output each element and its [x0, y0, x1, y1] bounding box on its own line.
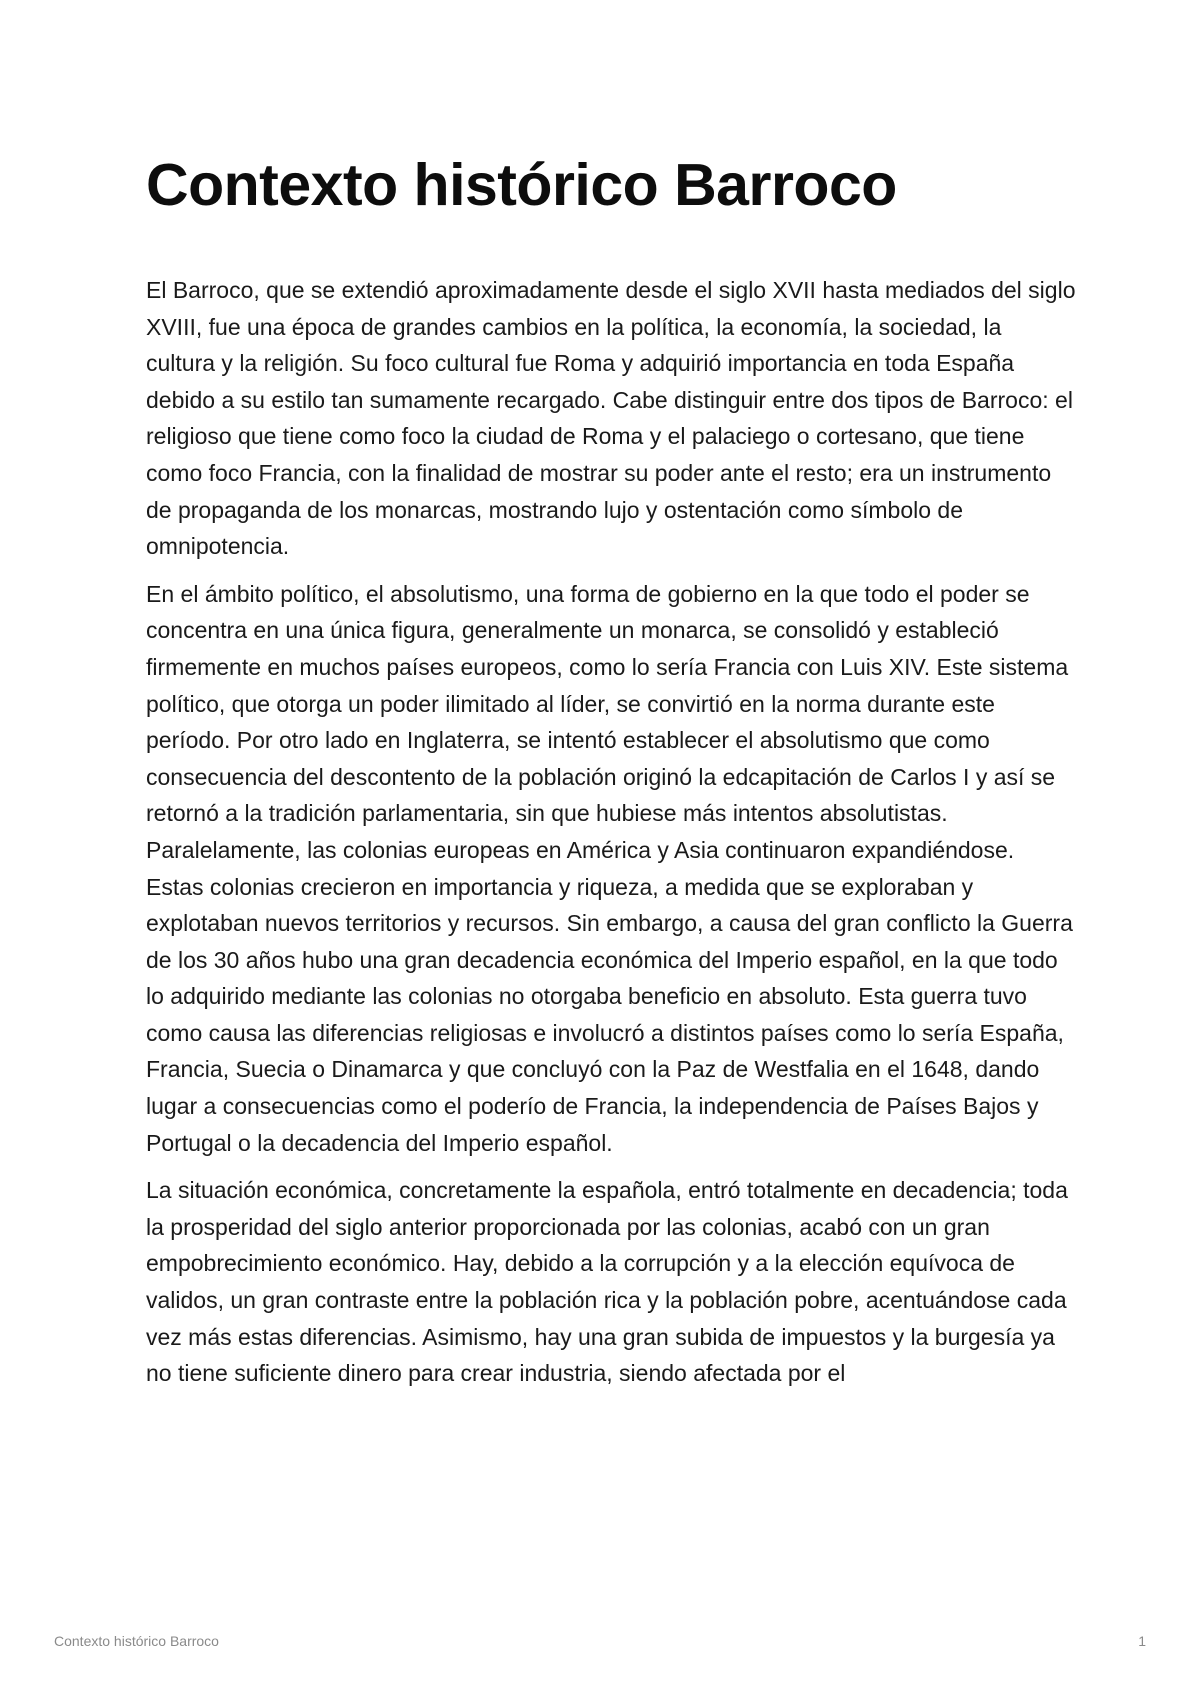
page-footer	[54, 1633, 1146, 1653]
page-number: 1	[1138, 1633, 1146, 1649]
paragraph: El Barroco, que se extendió aproximadamente desde el siglo XVII hasta mediados del siglo XVIII, fue una época de grandes cambios en la política, la economía, la sociedad, la cultura y la religión. Su foco cultural fue Roma y adquirió importancia en toda España debido a su estilo tan sumamente recargado. Cabe distinguir entre dos tipos de Barroco: el religioso que tiene como foco la ciudad de Roma y el palaciego o cortesano, que tiene como foco Francia, con la finalidad de mostrar su poder ante el resto; era un instrumento de propaganda de los monarcas, mostrando lujo y ostentación como símbolo de omnipotencia.	[146, 277, 1076, 560]
document-title: Contexto histórico Barroco	[146, 152, 897, 218]
paragraph: En el ámbito político, el absolutismo, una forma de gobierno en la que todo el poder se concentra en una única figura, generalmente un monarca, se consolidó y estableció firmemente en muchos países europeos, como lo sería Francia con Luis XIV. Este sistema político, que otorga un poder ilimitado al líder, se convirtió en la norma durante este período. Por otro lado en Inglaterra, se intentó establecer el absolutismo que como consecuencia del descontento de la población originó la edcapitación de Carlos I y así se retornó a la tradición parlamentaria, sin que hubiese más intentos absolutistas. Paralelamente, las colonias europeas en América y Asia continuaron expandiéndose. Estas colonias crecieron en importancia y riqueza, a medida que se exploraban y explotaban nuevos territorios y recursos. Sin embargo, a causa del gran conflicto la Guerra de los 30 años hubo una gran decadencia económica del Imperio español, en la que todo lo adquirido mediante las colonias no otorgaba beneficio en absoluto. Esta guerra tuvo como causa las diferencias religiosas e involucró a distintos países como lo sería España, Francia, Suecia o Dinamarca y que concluyó con la Paz de Westfalia en el 1648, dando lugar a consecuencias como el poderío de Francia, la independencia de Países Bajos y Portugal o la decadencia del Imperio español.	[146, 580, 1073, 1156]
footer-title: Contexto histórico Barroco	[54, 1633, 219, 1649]
document-body	[146, 150, 1076, 1403]
paragraph: La situación económica, concretamente la española, entró totalmente en decadencia; toda la prosperidad del siglo anterior proporcionada por las colonias, acabó con un gran empobrecimiento económico. Hay, debido a la corrupción y a la elección equívoca de validos, un gran contraste entre la población rica y la población pobre, acentuándose cada vez más estas diferencias. Asimismo, hay una gran subida de impuestos y la burgesía ya no tiene suficiente dinero para crear industria, siendo afectada por el	[146, 1177, 1068, 1387]
